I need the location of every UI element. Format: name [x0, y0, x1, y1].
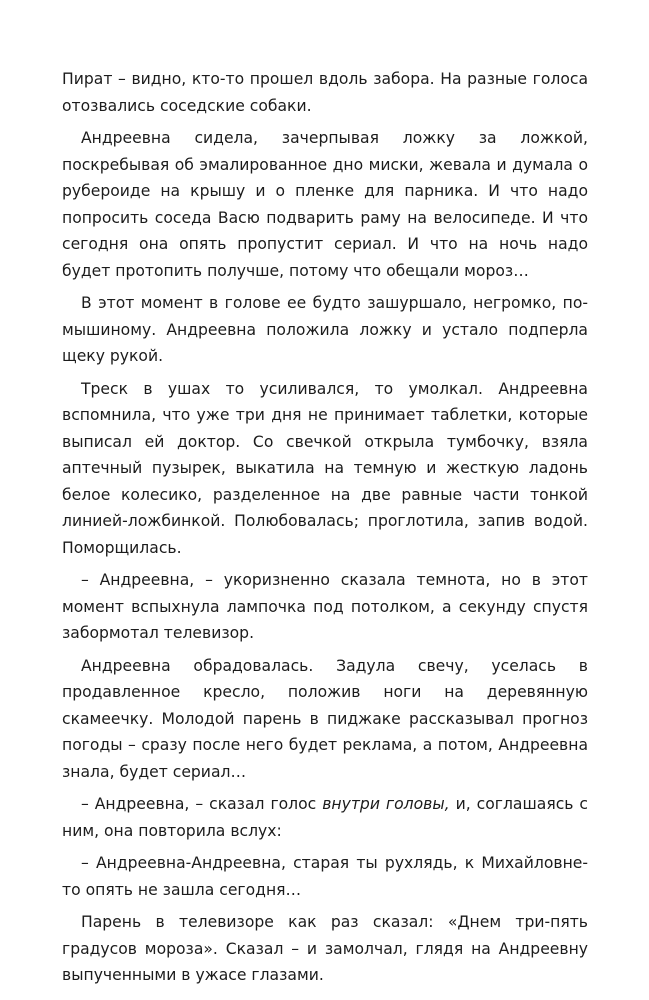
paragraph-4: Треск в ушах то усиливался, то умолкал. Андреевна вспомнила, что уже три дня не принимает таблетки, которые выписал ей доктор. Со свечкой открыла тумбочку, взяла аптечный пузырек, выкатила на темную и жесткую ладонь белое колесико, разделенное на две равные части тонкой линией-ложбинкой. Полюбовалась; проглотила, запив водой. Поморщилась.	[62, 379, 588, 557]
paragraph-6: Андреевна обрадовалась. Задула свечу, уселась в продавленное кресло, положив ноги на деревянную скамеечку. Молодой парень в пиджаке рассказывал прогноз погоды – сразу после него будет реклама, а потом, Андреевна знала, будет сериал…	[62, 656, 588, 781]
paragraph-1: Пират – видно, кто-то прошел вдоль забора. На разные голоса отозвались соседские собаки.	[62, 70, 588, 115]
paragraph-7-tail: и, соглашаясь с ним, она повторила вслух:	[62, 795, 589, 840]
paragraph-8: – Андреевна-Андреевна, старая ты рухлядь, к Михайловне-то опять не зашла сегодня…	[62, 854, 588, 899]
paragraph-2: Андреевна сидела, зачерпывая ложку за ложкой, поскребывая об эмалированное дно миски, жевала и думала о рубероиде на крышу и о пленке для парника. И что надо попросить соседа Васю подварить раму на велосипеде. И что сегодня она опять пропустит сериал. И что на ночь надо будет протопить получше, потому что обещали мороз…	[62, 129, 588, 280]
book-page	[62, 66, 588, 989]
paragraph-7-lead: – Андреевна, – сказал голос	[81, 795, 323, 813]
paragraph-5: – Андреевна, – укоризненно сказала темнота, но в этот момент вспыхнула лампочка под потолком, а секунду спустя забормотал телевизор.	[62, 571, 588, 642]
paragraph-7	[62, 791, 588, 844]
paragraph-9: Парень в телевизоре как раз сказал: «Днем три-пять градусов мороза». Сказал – и замолчал, глядя на Андреевну выпученными в ужасе глазами.	[62, 913, 588, 984]
paragraph-3: В этот момент в голове ее будто зашуршало, негромко, по-мышиному. Андреевна положила ложку и устало подперла щеку рукой.	[62, 294, 588, 365]
paragraph-7-italic: внутри головы,	[322, 795, 450, 813]
